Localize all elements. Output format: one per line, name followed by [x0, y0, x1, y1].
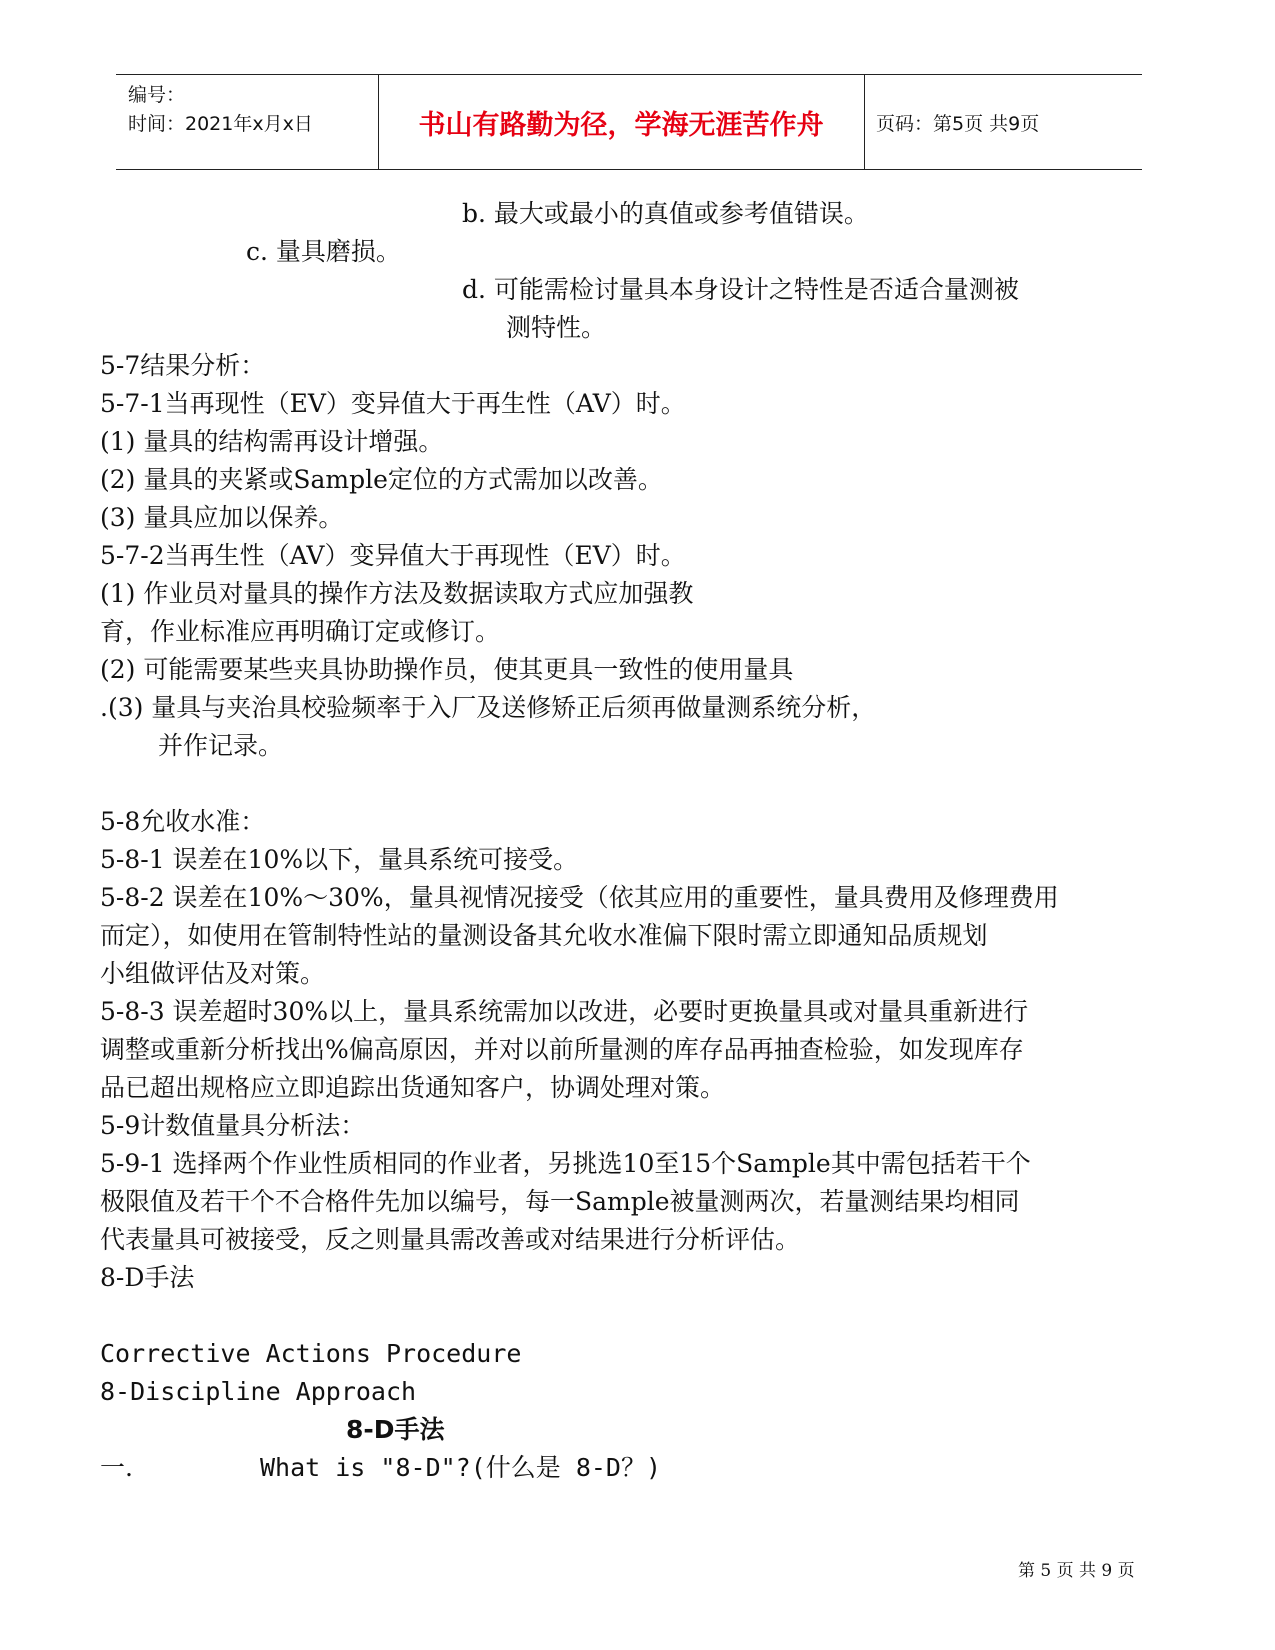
number-label: 编号：: [128, 84, 186, 106]
header-meta: [128, 81, 313, 139]
page-header: [116, 74, 1142, 170]
body-line: 调整或重新分析找出%偏高原因，并对以前所量测的库存品再抽查检验，如发现库存: [100, 1035, 1024, 1064]
body-line: (3) 量具应加以保养。: [100, 503, 344, 532]
body-line: (2) 可能需要某些夹具协助操作员，使其更具一致性的使用量具: [100, 655, 794, 684]
body-line: Corrective Actions Procedure: [100, 1339, 522, 1368]
body-line: d. 可能需检讨量具本身设计之特性是否适合量测被: [462, 275, 1019, 304]
body-line: 育，作业标准应再明确订定或修订。: [100, 617, 501, 646]
header-motto: 书山有路勤为径，学海无涯苦作舟: [418, 109, 824, 141]
body-line: (2) 量具的夹紧或Sample定位的方式需加以改善。: [100, 465, 663, 494]
body-line: b. 最大或最小的真值或参考值错误。: [462, 199, 869, 228]
section-heading: 5-7结果分析：: [100, 351, 266, 380]
body-line: 品已超出规格应立即追踪出货通知客户，协调处理对策。: [100, 1073, 726, 1102]
body-line: 5-8-3 误差超时30%以上，量具系统需加以改进，必要时更换量具或对量具重新进行: [100, 997, 1029, 1026]
body-line: 5-9-1 选择两个作业性质相同的作业者，另挑选10至15个Sample其中需包括若干个: [100, 1149, 1031, 1178]
body-line: 8-Discipline Approach: [100, 1377, 417, 1406]
body-line: 极限值及若干个不合格件先加以编号，每一Sample被量测两次，若量测结果均相同: [100, 1187, 1020, 1216]
list-marker: 一.: [100, 1453, 133, 1482]
body-line: 小组做评估及对策。: [100, 959, 326, 988]
body-line: 而定），如使用在管制特性站的量测设备其允收水准偏下限时需立即通知品质规划: [100, 921, 988, 950]
section-heading: 8-D手法: [100, 1263, 195, 1292]
body-line: (1) 量具的结构需再设计增强。: [100, 427, 444, 456]
body-line: 测特性。: [506, 313, 607, 342]
header-divider: [864, 75, 865, 169]
body-line: 5-8-1 误差在10%以下，量具系统可接受。: [100, 845, 579, 874]
section-title: 8-D手法: [346, 1415, 445, 1444]
body-line: c. 量具磨损。: [246, 237, 401, 266]
body-line: .(3) 量具与夹治具校验频率于入厂及送修矫正后须再做量测系统分析，: [100, 693, 877, 722]
section-heading: 5-9计数值量具分析法：: [100, 1111, 366, 1140]
body-line: 5-7-1当再现性（EV）变异值大于再生性（AV）时。: [100, 389, 686, 418]
time-label: 时间：2021年x月x日: [128, 113, 313, 135]
body-line: 代表量具可被接受，反之则量具需改善或对结果进行分析评估。: [100, 1225, 801, 1254]
header-page-label: 页码：第5页 共9页: [876, 112, 1040, 135]
body-line: 5-8-2 误差在10%～30%，量具视情况接受（依其应用的重要性，量具费用及修理费用: [100, 883, 1059, 912]
body-line: 并作记录。: [158, 731, 284, 760]
body-line: (1) 作业员对量具的操作方法及数据读取方式应加强教: [100, 579, 694, 608]
body-line: 5-7-2当再生性（AV）变异值大于再现性（EV）时。: [100, 541, 686, 570]
section-heading: 5-8允收水准：: [100, 807, 266, 836]
page-footer: 第 5 页 共 9 页: [1018, 1561, 1135, 1581]
body-line: What is "8-D"?(什么是 8-D？): [260, 1453, 662, 1482]
